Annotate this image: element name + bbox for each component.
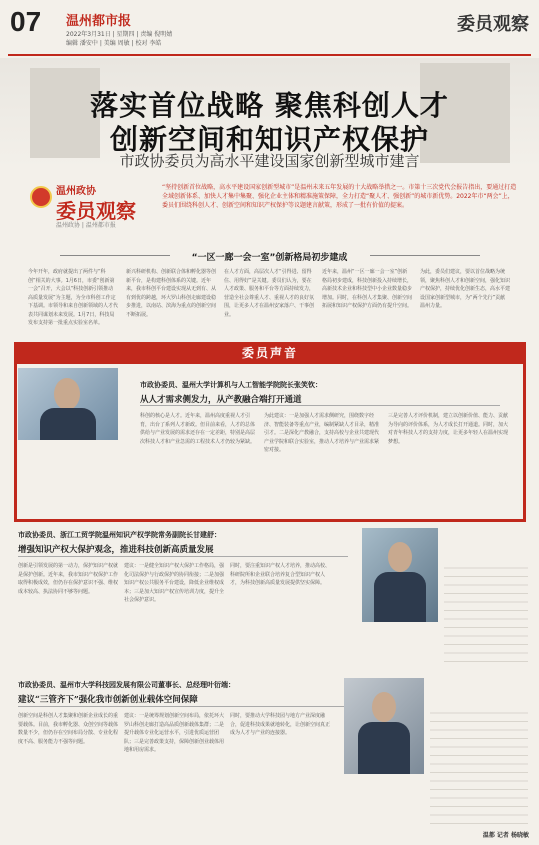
member-body: 为此建议：一是加强人才需求侧研究，围绕数字经济、智能装备等重点产业，编制紧缺人才目录，精准引才。二是深化产教融合，支持高校与企业共建现代产业学院和联合实验室，推动人才培养与产业需求紧密对接。: [264, 413, 380, 453]
section1-columns: [28, 268, 510, 338]
member-quote: 建议“三管齐下”强化我市创新创业载体空间保障: [18, 695, 198, 705]
member-title: 市政协委员、浙江工贸学院温州知识产权学院常务副院长甘建舒：: [18, 531, 221, 539]
member-voice-bar: [14, 342, 526, 364]
logo-line-1: 温州政协: [56, 186, 96, 197]
member-title: 市政协委员、温州大学计算机与人工智能学院院长张笑钦：: [140, 381, 322, 389]
logo-line-3: 温州政协 | 温州都市报: [56, 222, 116, 229]
body-column: 近年来，温州“一区一廊一会一室”创新格局初步建成，科技创新投入持续增长，高新技术企业和科技型中小企业数量稳步增加。同时，在科创人才集聚、创新空间拓展和知识产权保护方面仍有提升空间。: [322, 269, 412, 309]
member-photo: [362, 528, 438, 622]
member-body: [444, 562, 528, 662]
section-title: 委员观察: [457, 14, 529, 35]
headline-line-1: 落实首位战略 聚焦科创人才: [90, 89, 449, 122]
member-voice-title: 委员声音: [241, 346, 298, 360]
member-body: 创新空间是科创人才集聚和创新企业成长的重要载体。目前，我市孵化器、众创空间等载体数量不少，但仍存在空间布局分散、专业化程度不高、服务能力不强等问题。: [18, 713, 119, 745]
quote-rule: [140, 405, 500, 406]
intro-paragraph: “坚持创新首位战略，高水平建设国家创新型城市”是温州未来五年发展的十大战略举措之一。市第十三次党代会报告指出，要通过打造全域创新体系、加快人才集中集聚、强化企业主体和精准施策保障，全力打造“聚人才、强创新”的城市新优势。2022年市“两会”上，委员们围绕科创人才、创新空间和知识产权保护等议题建言献策，形成了一批有价值的提案。: [162, 184, 517, 209]
member-body: 三是完善人才评价机制，建立以创新价值、能力、贡献为导向的评价体系，为人才成长打开通道。同时，加大对青年科技人才的支持力度，让更多年轻人在温州实现梦想。: [388, 413, 508, 445]
member-suit: [374, 572, 426, 622]
member-title: 市政协委员、温州市大学科技园发展有限公司董事长、总经理叶衍端：: [18, 681, 235, 689]
body-column: 为此，委员们建议，要以首位战略为统领，聚焦科创人才和创新空间，强化知识产权保护，持续优化创新生态，高水平建设国家创新型城市，为“两个先行”贡献温州力量。: [420, 269, 510, 309]
quote-rule: [18, 706, 348, 707]
headline-line-2: 创新空间和知识产权保护: [109, 123, 429, 156]
body-column: 在人才方面，高层次人才“引得进、留得住、用得好”是关键。委员们认为，要在人才政策、服务和平台等方面持续发力，营造全社会尊重人才、重视人才的良好氛围，让更多人才在温州安家落户、干事创业。: [224, 269, 314, 318]
page-number: 07: [10, 6, 42, 37]
member-body: 同时，要注重知识产权人才培养，推动高校、科研院所和企业联合培养复合型知识产权人才，为科技创新高质量发展提供坚实保障。: [230, 563, 331, 586]
article-signature: 温都 记者 杨晓敏: [482, 832, 529, 839]
member-quote: 从人才需求侧发力，从产教融合端打开通道: [140, 395, 302, 405]
subheadline: 市政协委员为高水平建设国家创新型城市建言: [119, 152, 420, 170]
member-body: [430, 712, 528, 824]
meta-line-2: 编辑 潘安中 | 美编 周敏 | 校对 李皓: [66, 40, 162, 47]
member-photo: [18, 368, 118, 440]
member-suit: [40, 408, 96, 440]
cppcc-emblem-icon: [30, 186, 52, 208]
member-face: [54, 378, 80, 410]
page-header: [0, 0, 539, 58]
body-column: 今年开年，政府就提出了两件与“科创”相关的大事。1月6日，市委“创新第一会”召开，大会以“科技创新引领推动高质量发展”为主题，为全市科创工作定下基调。市领导和来自创新领域的人才代表共同谋划未来发展。1月7日，科技局发布支持第一批重点实验室名单。: [28, 269, 118, 326]
member-body: 科创的核心是人才。近年来，温州高度重视人才引育，出台了系列人才新政。但目前来看，人才的总体供给与产业发展的需求还存在一定差距，特别是高层次科技人才和产业急需的工程技术人才仍较为紧缺。: [140, 413, 256, 445]
member-body: 建议：一是统筹规划创新空间布局，依托环大罗山科创走廊打造高品质创新载体集群；二是提升载体专业化运营水平，引进优质运营团队；三是完善政策支持，保障创新创业载体用地和用房需求。: [124, 713, 225, 753]
member-quote: 增强知识产权大保护观念，推进科技创新高质量发展: [18, 545, 214, 555]
column-logo: [30, 182, 150, 230]
meta-line-1: 2022年3月31日 | 星期四 | 责编 倪明婧: [66, 31, 173, 38]
quote-rule: [18, 556, 348, 557]
page-meta: [66, 30, 266, 48]
member-body: 建议：一是健全知识产权大保护工作格局，强化司法保护与行政保护的协同衔接；二是加强知识产权公共服务平台建设，降低企业维权成本；三是加大知识产权宣传培训力度，提升全社会保护意识。: [124, 563, 225, 603]
member-suit: [358, 722, 410, 774]
section-heading: “一区一廊一会一室”创新格局初步建成: [191, 253, 348, 263]
body-column: 新兴科研机构、创新联合体和孵化器等创新平台，是构建科创体系的关键。近年来，我市科创平台建设实现从无到有、从有到优的跨越，环大罗山科创走廊建设稳步推进，以南站、滨海为重点的创新空间不断拓展。: [126, 269, 216, 318]
member-body: 创新是引领发展的第一动力，保护知识产权就是保护创新。近年来，我市知识产权保护工作取得积极成效，但仍存在保护意识不强、维权成本较高、执法协同不够等问题。: [18, 563, 119, 595]
header-rule: [8, 54, 531, 56]
logo-line-2: 委员观察: [56, 199, 136, 223]
member-face: [388, 542, 412, 572]
member-photo: [344, 678, 424, 774]
member-body: 同时，要推动大学科技园与地方产业深度融合，促进科技成果就地转化，让创新空间真正成为人才与产业的连接器。: [230, 713, 331, 736]
newspaper-name: 温州都市报: [66, 14, 132, 29]
member-face: [372, 692, 396, 722]
